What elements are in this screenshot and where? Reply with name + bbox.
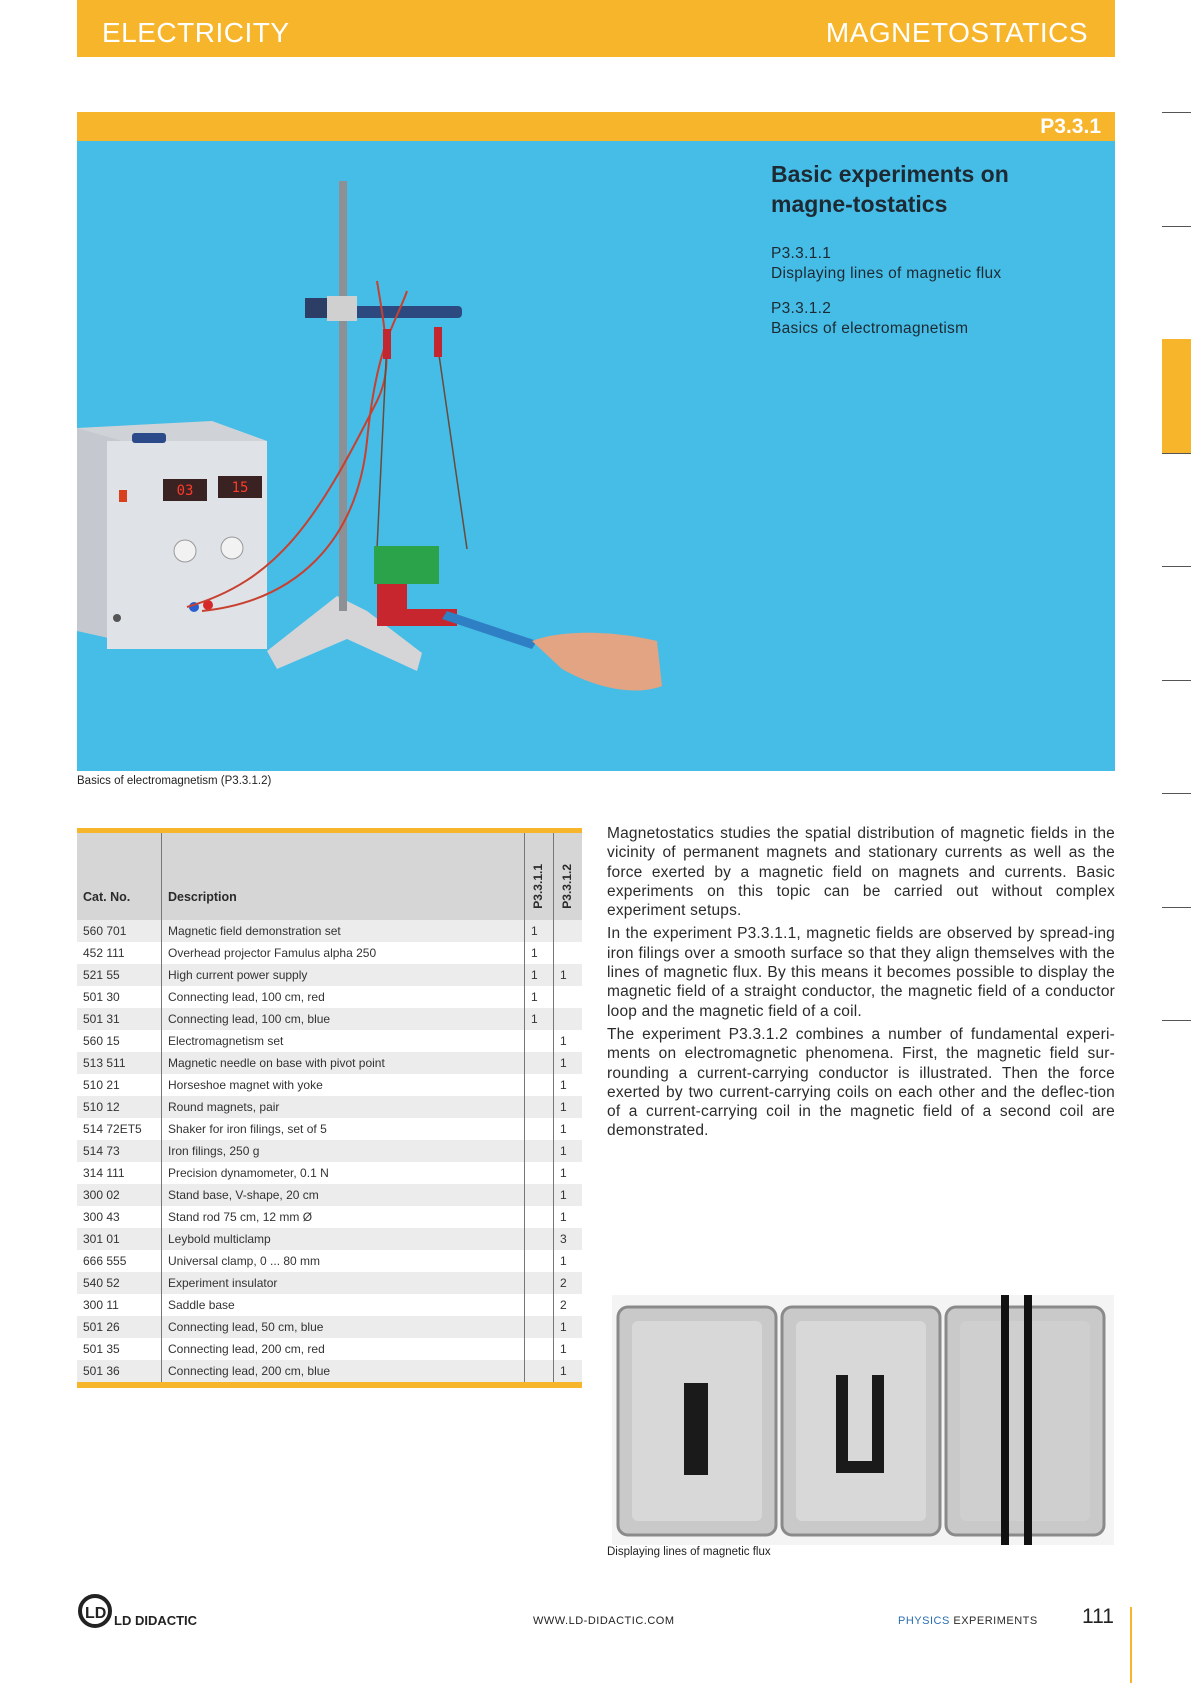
cell-qty-p3311 <box>525 1338 554 1360</box>
table-row <box>77 1272 582 1294</box>
cell-qty-p3312: 1 <box>554 1316 583 1338</box>
cell-qty-p3311 <box>525 1118 554 1140</box>
wire <box>437 341 467 549</box>
cell-qty-p3311 <box>525 1096 554 1118</box>
logo-mark-text: LD <box>85 1605 107 1622</box>
cell-qty-p3311 <box>525 1074 554 1096</box>
cell-cat-no: 300 02 <box>77 1184 162 1206</box>
cell-cat-no: 560 701 <box>77 920 162 942</box>
cell-qty-p3312: 1 <box>554 1184 583 1206</box>
hero-title: Basic experiments on magne-tostatics <box>771 161 1009 217</box>
page-number: 111 <box>1082 1605 1114 1628</box>
cell-qty-p3312: 3 <box>554 1228 583 1250</box>
table-row <box>77 986 582 1008</box>
cell-qty-p3312: 1 <box>554 1250 583 1272</box>
cell-qty-p3311 <box>525 1206 554 1228</box>
table-row <box>77 1294 582 1316</box>
table-bottom-rule <box>77 1382 582 1388</box>
index-tab-active[interactable] <box>1162 339 1191 453</box>
cell-cat-no: 501 35 <box>77 1338 162 1360</box>
cell-cat-no: 501 31 <box>77 1008 162 1030</box>
experiment-label: Basics of electromagnetism <box>771 320 969 337</box>
cell-description: Experiment insulator <box>162 1272 525 1294</box>
socket-icon <box>113 614 121 622</box>
cell-cat-no: 540 52 <box>77 1272 162 1294</box>
cell-description: Universal clamp, 0 ... 80 mm <box>162 1250 525 1272</box>
header-category: ELECTRICITY <box>102 17 290 48</box>
display-left-value: 03 <box>176 483 194 499</box>
table-row <box>77 1140 582 1162</box>
photo-caption: Basics of electromagnetism (P3.3.1.2) <box>77 775 272 787</box>
cell-cat-no: 510 21 <box>77 1074 162 1096</box>
iron-filings-photo <box>612 1295 1114 1545</box>
cell-cat-no: 514 73 <box>77 1140 162 1162</box>
table-row <box>77 942 582 964</box>
index-rule <box>1162 226 1191 227</box>
paragraph: In the experiment P3.3.1.1, magnetic fields are observed by spread-ing iron filings over a smooth surface so that they align themselves with the lines of magnetic flux. By this means it becomes possible to display the magnetic field of a straight conductor, the magnetic field of a conductor loop and the magnetic field of a coil. <box>607 925 1115 1020</box>
cell-description: Stand rod 75 cm, 12 mm Ø <box>162 1206 525 1228</box>
index-rule <box>1162 793 1191 794</box>
coil-lead <box>1024 1295 1032 1545</box>
logo-mark-icon <box>77 1591 207 1631</box>
horseshoe-magnet-red <box>377 584 407 626</box>
table-header-row <box>77 833 582 920</box>
cell-cat-no: 513 511 <box>77 1052 162 1074</box>
cell-qty-p3311 <box>525 1184 554 1206</box>
footer-url[interactable]: WWW.LD-DIDACTIC.COM <box>533 1615 675 1627</box>
cell-description: High current power supply <box>162 964 525 986</box>
paragraph: The experiment P3.3.1.2 combines a number of fundamental experi-ments on electromagnetic phenomena. First, the magnetic field sur-rounding a current-carrying conductor is illustrated. Then the force exerted by two current-carrying coils on each other and the deflec-tion of a current-carrying coil in the magnetic field of a second coil are demonstrated. <box>607 1025 1115 1140</box>
cell-qty-p3312 <box>554 986 583 1008</box>
knob-icon <box>174 540 196 562</box>
cell-description: Connecting lead, 200 cm, blue <box>162 1360 525 1382</box>
footer-experiments: EXPERIMENTS <box>953 1615 1038 1627</box>
cell-description: Overhead projector Famulus alpha 250 <box>162 942 525 964</box>
table-row <box>77 1206 582 1228</box>
index-rule <box>1162 907 1191 908</box>
cell-qty-p3312 <box>554 1008 583 1030</box>
cell-qty-p3312: 1 <box>554 1360 583 1382</box>
cell-qty-p3312: 1 <box>554 964 583 986</box>
filings-surface <box>796 1321 926 1521</box>
cell-qty-p3312: 1 <box>554 1338 583 1360</box>
table-row <box>77 1162 582 1184</box>
cell-description: Saddle base <box>162 1294 525 1316</box>
table-row <box>77 1316 582 1338</box>
cell-qty-p3311: 1 <box>525 920 554 942</box>
col-header-p3312-label: P3.3.1.2 <box>560 864 574 909</box>
cell-qty-p3312: 1 <box>554 1074 583 1096</box>
index-rule <box>1162 680 1191 681</box>
table-row <box>77 964 582 986</box>
cell-cat-no: 560 15 <box>77 1030 162 1052</box>
cell-qty-p3311: 1 <box>525 964 554 986</box>
cell-description: Stand base, V-shape, 20 cm <box>162 1184 525 1206</box>
table-row <box>77 920 582 942</box>
cell-description: Round magnets, pair <box>162 1096 525 1118</box>
straight-conductor <box>684 1383 708 1475</box>
section-bar <box>77 112 1115 141</box>
header-topic: MAGNETOSTATICS <box>825 17 1088 48</box>
cell-qty-p3312: 1 <box>554 1030 583 1052</box>
table-row <box>77 1008 582 1030</box>
experiment-label: Displaying lines of magnetic flux <box>771 265 1002 282</box>
cell-qty-p3311 <box>525 1228 554 1250</box>
cell-qty-p3312: 2 <box>554 1294 583 1316</box>
cell-qty-p3311 <box>525 1140 554 1162</box>
cell-description: Magnetic needle on base with pivot point <box>162 1052 525 1074</box>
cell-qty-p3311 <box>525 1272 554 1294</box>
experiment-item[interactable] <box>771 299 968 339</box>
cell-qty-p3311 <box>525 1360 554 1382</box>
cell-qty-p3312 <box>554 920 583 942</box>
footer-accent-line <box>1130 1607 1132 1683</box>
table-row <box>77 1074 582 1096</box>
cell-description: Connecting lead, 200 cm, red <box>162 1338 525 1360</box>
cell-qty-p3311 <box>525 1316 554 1338</box>
experiment-code: P3.3.1.2 <box>771 300 832 317</box>
cell-cat-no: 501 26 <box>77 1316 162 1338</box>
knob-icon <box>221 537 243 559</box>
cell-qty-p3311 <box>525 1030 554 1052</box>
handle-icon <box>132 433 166 443</box>
plug-icon <box>434 327 442 357</box>
cell-cat-no: 300 11 <box>77 1294 162 1316</box>
cell-qty-p3312: 1 <box>554 1162 583 1184</box>
iron-filings-illustration <box>612 1295 1114 1545</box>
stand-rod <box>339 181 347 611</box>
index-rule <box>1162 112 1191 113</box>
cell-qty-p3311: 1 <box>525 942 554 964</box>
cell-qty-p3312: 1 <box>554 1052 583 1074</box>
experiment-code: P3.3.1.1 <box>771 245 832 262</box>
table-row <box>77 1338 582 1360</box>
cell-cat-no: 514 72ET5 <box>77 1118 162 1140</box>
cell-qty-p3312: 1 <box>554 1118 583 1140</box>
cell-qty-p3312: 1 <box>554 1206 583 1228</box>
col-header-p3312 <box>554 833 583 920</box>
display-right-value: 15 <box>231 480 249 496</box>
footer-section <box>898 1615 1038 1627</box>
cell-description: Iron filings, 250 g <box>162 1140 525 1162</box>
cell-qty-p3312: 1 <box>554 1140 583 1162</box>
horseshoe-magnet-green <box>374 546 439 584</box>
hero-photo <box>77 141 1115 771</box>
power-switch-icon <box>119 490 127 502</box>
index-rule <box>1162 453 1191 454</box>
cell-qty-p3311 <box>525 1294 554 1316</box>
cell-description: Shaker for iron filings, set of 5 <box>162 1118 525 1140</box>
paragraph: Magnetostatics studies the spatial distribution of magnetic fields in the vicinity of permanent magnets and stationary currents as well as the force exerted by a magnetic field on magnets and currents. Basic experiments on this topic can be carried out without complex experiment setups. <box>607 825 1115 920</box>
plug-icon <box>383 329 391 359</box>
cell-cat-no: 314 111 <box>77 1162 162 1184</box>
cell-qty-p3311 <box>525 1052 554 1074</box>
logo-wordmark: LD DIDACTIC <box>114 1613 198 1628</box>
coil-lead <box>1001 1295 1009 1545</box>
experiment-setup-illustration <box>77 141 1115 771</box>
table-row <box>77 1118 582 1140</box>
cell-cat-no: 301 01 <box>77 1228 162 1250</box>
filings-caption: Displaying lines of magnetic flux <box>607 1546 771 1558</box>
cell-qty-p3311: 1 <box>525 986 554 1008</box>
cell-qty-p3312: 1 <box>554 1096 583 1118</box>
cell-qty-p3312: 2 <box>554 1272 583 1294</box>
insulator-rod <box>442 611 537 649</box>
cell-cat-no: 510 12 <box>77 1096 162 1118</box>
clamp-icon <box>327 296 357 321</box>
col-header-desc: Description <box>162 833 525 920</box>
cell-cat-no: 300 43 <box>77 1206 162 1228</box>
index-rule <box>1162 566 1191 567</box>
cell-qty-p3311 <box>525 1162 554 1184</box>
footer-physics: PHYSICS <box>898 1615 950 1627</box>
table-row <box>77 1096 582 1118</box>
cell-description: Connecting lead, 100 cm, red <box>162 986 525 1008</box>
col-header-p3311 <box>525 833 554 920</box>
clamp-icon <box>305 298 329 318</box>
cell-qty-p3312 <box>554 942 583 964</box>
top-header-bar <box>77 0 1115 57</box>
cell-description: Connecting lead, 100 cm, blue <box>162 1008 525 1030</box>
table-row <box>77 1030 582 1052</box>
hand <box>532 633 662 691</box>
cell-qty-p3311 <box>525 1250 554 1272</box>
section-code: P3.3.1 <box>1040 115 1101 138</box>
cell-qty-p3311: 1 <box>525 1008 554 1030</box>
table-row <box>77 1250 582 1272</box>
cell-description: Precision dynamometer, 0.1 N <box>162 1162 525 1184</box>
cell-description: Connecting lead, 50 cm, blue <box>162 1316 525 1338</box>
cell-cat-no: 452 111 <box>77 942 162 964</box>
cell-cat-no: 501 30 <box>77 986 162 1008</box>
table-row <box>77 1228 582 1250</box>
table-row <box>77 1184 582 1206</box>
cell-description: Magnetic field demonstration set <box>162 920 525 942</box>
cell-description: Leybold multiclamp <box>162 1228 525 1250</box>
body-text <box>607 824 1115 1145</box>
col-header-p3311-label: P3.3.1.1 <box>531 864 545 909</box>
table-row <box>77 1052 582 1074</box>
col-header-cat: Cat. No. <box>77 833 162 920</box>
ld-didactic-logo[interactable] <box>77 1591 207 1636</box>
table-row <box>77 1360 582 1382</box>
cell-cat-no: 521 55 <box>77 964 162 986</box>
index-rule <box>1162 1020 1191 1021</box>
experiment-item[interactable] <box>771 244 1001 284</box>
cell-cat-no: 666 555 <box>77 1250 162 1272</box>
equipment-table <box>77 828 582 1388</box>
cell-description: Horseshoe magnet with yoke <box>162 1074 525 1096</box>
cell-cat-no: 501 36 <box>77 1360 162 1382</box>
cell-description: Electromagnetism set <box>162 1030 525 1052</box>
